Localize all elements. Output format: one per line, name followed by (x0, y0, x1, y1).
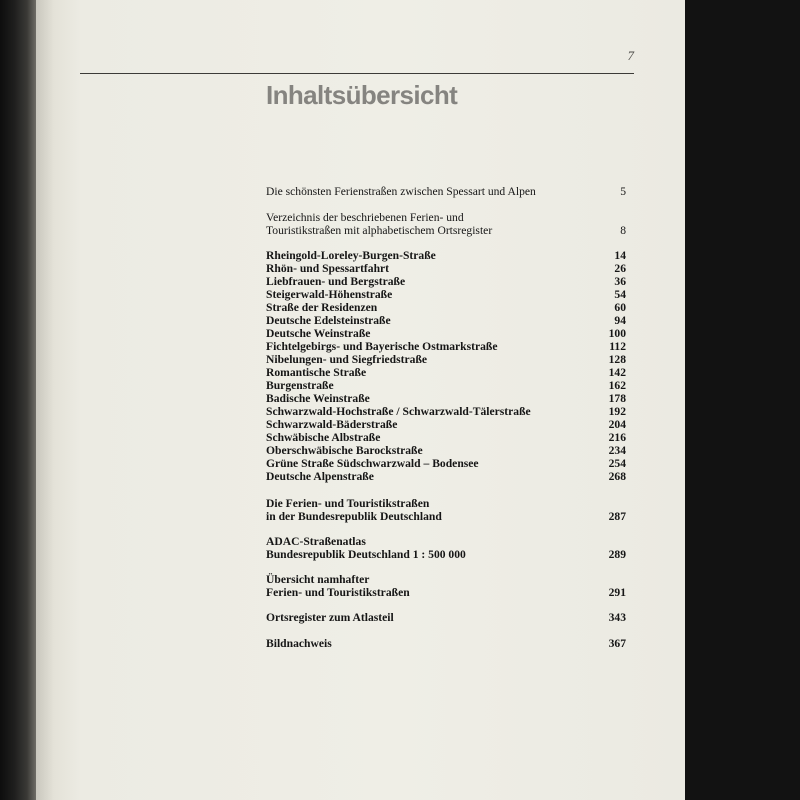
toc-entry (266, 353, 626, 366)
toc-entry (266, 535, 626, 561)
toc-entry-page-number: 289 (608, 548, 626, 561)
page-title: Inhaltsübersicht (266, 80, 458, 110)
toc-entry-title: Steigerwald-Höhenstraße (266, 288, 393, 301)
background-right (685, 0, 800, 800)
toc-entry-page-number: 178 (608, 392, 626, 405)
toc-entry-title: in der Bundesrepublik Deutschland (266, 510, 442, 523)
toc-entry-title: Schwarzwald-Bäderstraße (266, 418, 398, 431)
toc-entry (266, 340, 626, 353)
toc-entry (266, 573, 626, 599)
toc-entry-title: Ortsregister zum Atlasteil (266, 611, 394, 624)
toc-entry-page-number: 367 (608, 637, 626, 650)
toc-entry-title: Schwäbische Albstraße (266, 431, 381, 444)
toc-entry-page-number: 291 (608, 586, 626, 599)
toc-entry-title: Burgenstraße (266, 379, 334, 392)
toc-entry-page-number: 26 (614, 262, 626, 275)
toc-entry (266, 314, 626, 327)
toc-entry (266, 444, 626, 457)
toc-entry (266, 275, 626, 288)
toc-entry-page-number: 36 (614, 275, 626, 288)
toc-entry-page-number: 112 (609, 340, 626, 353)
toc-entry-title: Bundesrepublik Deutschland 1 : 500 000 (266, 548, 466, 561)
toc-entry (266, 637, 626, 650)
toc-entry (266, 249, 626, 262)
toc-entry-page-number: 268 (608, 470, 626, 483)
toc-entry-title: Badische Weinstraße (266, 392, 370, 405)
toc-entry (266, 327, 626, 340)
toc-entry-page-number: 287 (608, 510, 626, 523)
toc-entry-title: Schwarzwald-Hochstraße / Schwarzwald-Tälerstraße (266, 405, 531, 418)
toc-entry-title: Ferien- und Touristikstraßen (266, 586, 410, 599)
toc-entry (266, 405, 626, 418)
toc-entry (266, 392, 626, 405)
toc-entry-title: Übersicht namhafter (266, 573, 370, 586)
toc-entry-title: Verzeichnis der beschriebenen Ferien- und (266, 211, 464, 224)
toc-entry-page-number: 128 (608, 353, 626, 366)
toc-entry-page-number: 234 (608, 444, 626, 457)
header-rule (80, 73, 634, 74)
toc-entry-page-number: 54 (614, 288, 626, 301)
toc-entry (266, 301, 626, 314)
toc-entry-title: Straße der Residenzen (266, 301, 378, 314)
toc-entry-title: Die Ferien- und Touristikstraßen (266, 497, 430, 510)
toc-entry-page-number: 162 (608, 379, 626, 392)
toc-entry-title: Deutsche Weinstraße (266, 327, 371, 340)
page-number: 7 (627, 48, 634, 63)
book-spine-shadow (0, 0, 36, 800)
toc-entry (266, 211, 626, 237)
toc-entry (266, 262, 626, 275)
toc-entry-title: ADAC-Straßenatlas (266, 535, 366, 548)
toc-entry-page-number: 216 (608, 431, 626, 444)
toc-entry (266, 418, 626, 431)
toc-entry (266, 497, 626, 523)
toc-entry-title: Oberschwäbische Barockstraße (266, 444, 423, 457)
toc-entry-title: Touristikstraßen mit alphabetischem Ortsregister (266, 224, 493, 237)
toc-entry-title: Rhön- und Spessartfahrt (266, 262, 390, 275)
toc-entry-title: Bildnachweis (266, 637, 332, 650)
toc-entry-page-number: 142 (608, 366, 626, 379)
toc-entry (266, 185, 626, 198)
toc-entry-title: Romantische Straße (266, 366, 367, 379)
toc-entry-title: Liebfrauen- und Bergstraße (266, 275, 406, 288)
toc-entry-page-number: 60 (614, 301, 626, 314)
toc-entry-page-number: 343 (608, 611, 626, 624)
toc-entry-page-number: 5 (620, 185, 626, 198)
toc-entry-title: Die schönsten Ferienstraßen zwischen Spessart und Alpen (266, 185, 536, 198)
toc-entry-title: Deutsche Edelsteinstraße (266, 314, 391, 327)
toc-entry-title: Grüne Straße Südschwarzwald – Bodensee (266, 457, 479, 470)
toc-entry (266, 470, 626, 483)
toc-entry-page-number: 14 (614, 249, 626, 262)
toc-entry (266, 611, 626, 624)
toc-entry-title: Nibelungen- und Siegfriedstraße (266, 353, 428, 366)
toc-entry-title: Rheingold-Loreley-Burgen-Straße (266, 249, 436, 262)
toc-entry-page-number: 192 (608, 405, 626, 418)
toc-entry (266, 457, 626, 470)
toc-entry (266, 366, 626, 379)
toc-entry (266, 288, 626, 301)
toc-entry-page-number: 254 (608, 457, 626, 470)
toc-entry-page-number: 8 (620, 224, 626, 237)
toc-entry-title: Deutsche Alpenstraße (266, 470, 374, 483)
toc-entry-page-number: 204 (608, 418, 626, 431)
toc-entry-page-number: 100 (608, 327, 626, 340)
toc-entry (266, 379, 626, 392)
toc-entry-page-number: 94 (614, 314, 626, 327)
toc-entry-title: Fichtelgebirgs- und Bayerische Ostmarkstraße (266, 340, 498, 353)
toc-entry (266, 431, 626, 444)
